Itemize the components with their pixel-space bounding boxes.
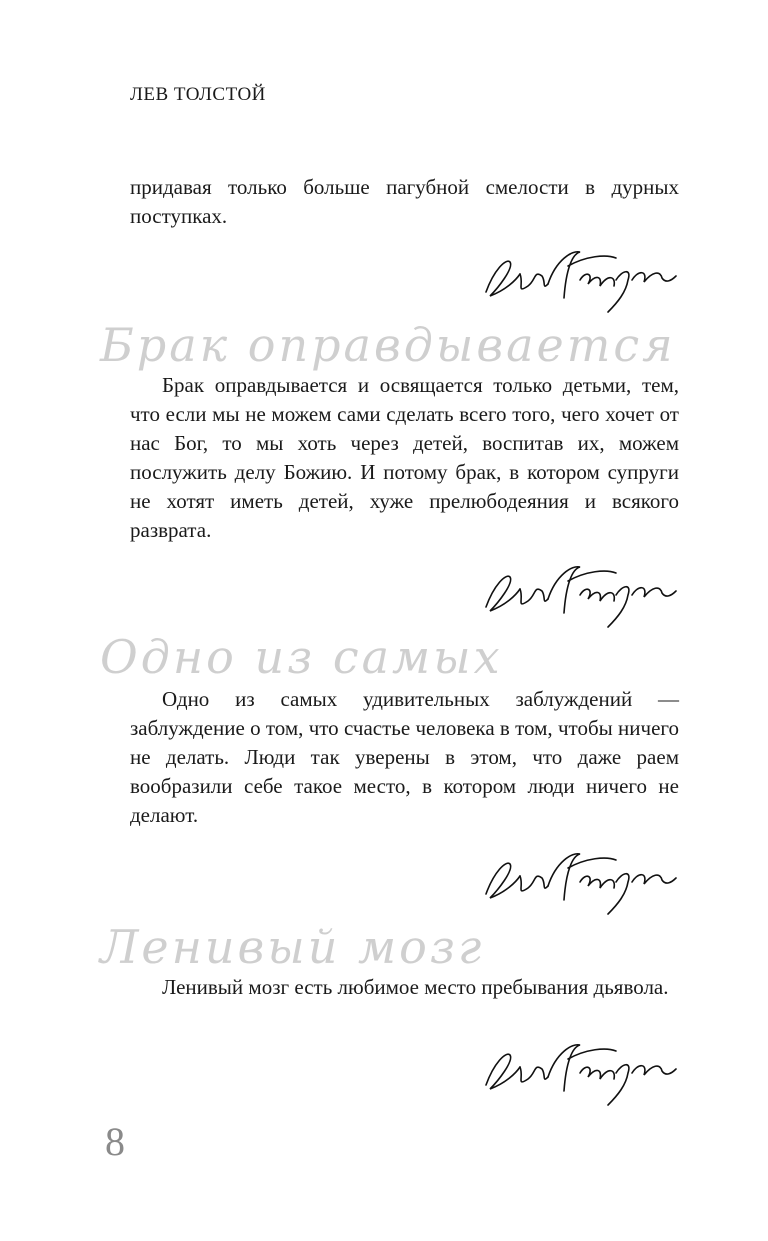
page-number: 8 [105, 1119, 125, 1164]
signature-icon [476, 555, 681, 635]
signature-image [476, 1033, 681, 1113]
signature-image [476, 842, 681, 922]
signature-icon [476, 240, 681, 320]
quote-text-3: Ленивый мозг есть любимое место пребывания дьявола. [162, 975, 669, 999]
signature-image [476, 555, 681, 635]
quote-text-0: придавая только больше пагубной смелости в дурных поступках. [130, 175, 679, 228]
decorative-watermark: Одно из самых [100, 630, 503, 684]
quote-text-1: Брак оправдывается и освящается только детьми, тем, что если мы не можем сами сделать всего того, чего хочет от нас Бог, то мы хоть через детей, воспитав их, можем послужить делу Божию. И потому брак, в котором супруги не хотят иметь детей, хуже прелюбодеяния и всякого разврата. [130, 373, 679, 542]
decorative-watermark: Ленивый мозг [100, 920, 485, 974]
decorative-watermark: Брак оправдывается [100, 318, 676, 372]
signature-icon [476, 842, 681, 922]
signature-icon [476, 1033, 681, 1113]
quote-text-2: Одно из самых удивительных заблуждений — заблуждение о том, что счастье человека в том, чтобы ничего не делать. Люди так уверены в этом, что даже раем вообразили себе такое место, в котором люди ничего не делают. [130, 687, 679, 827]
signature-image [476, 240, 681, 320]
running-header: ЛЕВ ТОЛСТОЙ [130, 84, 266, 105]
